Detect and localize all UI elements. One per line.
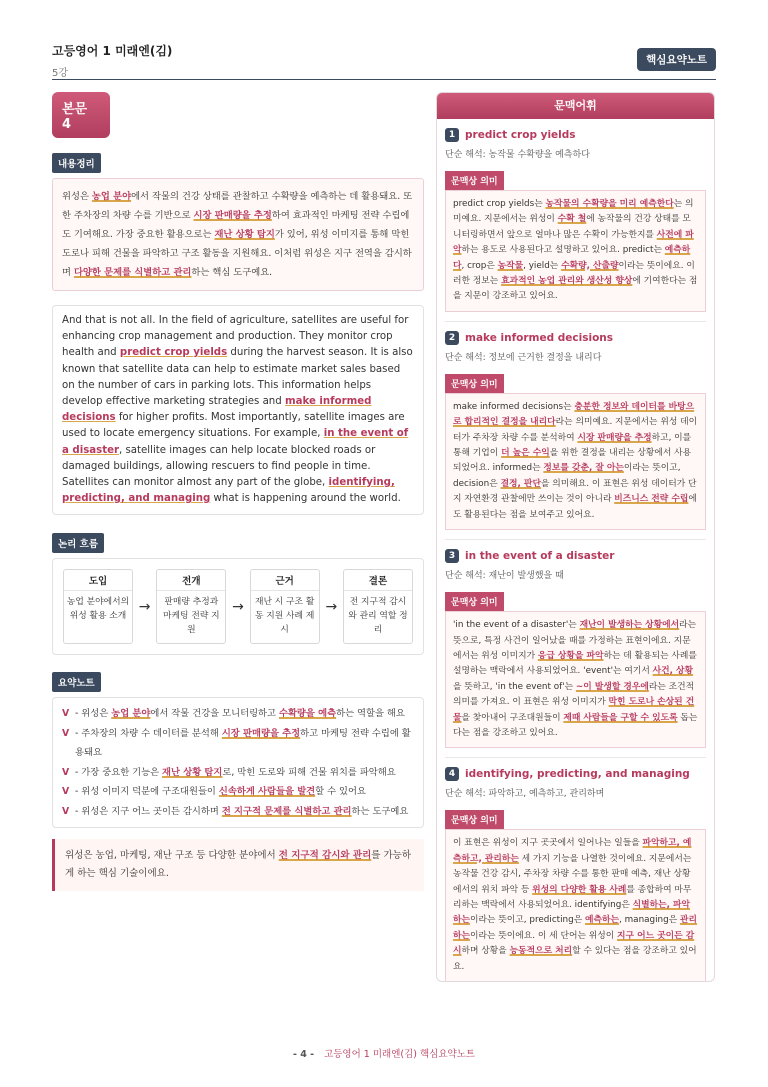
check-mark-icon: V xyxy=(62,708,70,720)
meaning-text: make informed decisions는 충분한 정보와 데이터를 바탕으로 합리적인 결정을 내리다라는 의미예요. 지문에서는 위성 데이터가 주차장 차량 수를 분석하여 시장 판매량을 추정하고, 이를 통해 기업이 더 높은 수익을 위한 결정을 내리는 상황에서 사용되었어요. informed는 정보를 갖춘, 잘 아는이라는 뜻이고, decision은 결정, 판단을 의미해요. 이 표현은 위성 데이터가 단지 자연환경 관찰에만 쓰이는 것이 아니라 비즈니스 전략 수립에도 활용된다는 점을 보여주고 있어요. xyxy=(445,393,706,530)
flow-step-evidence: 근거 재난 시 구조 활동 지원 사례 제시 xyxy=(250,569,320,644)
highlight: 전 지구적 감시와 관리 xyxy=(278,850,372,862)
page-footer xyxy=(0,1046,768,1060)
meaning-label: 문맥상 의미 xyxy=(445,810,504,829)
divider xyxy=(445,539,706,540)
check-mark-icon: V xyxy=(62,805,70,817)
meaning-label: 문맥상 의미 xyxy=(445,374,504,393)
flow-section xyxy=(52,532,424,655)
arrow-right-icon: → xyxy=(325,598,338,615)
context-vocab-panel xyxy=(436,92,715,982)
highlight: 재난 상황 탐지 xyxy=(214,229,275,240)
note-item: V - 위성 이미지 덕분에 구조대원들이 신속하게 사람들을 발견할 수 있어요 xyxy=(62,782,414,802)
vocab-phrase: in the event of a disaster xyxy=(465,550,615,563)
meaning-text: 'in the event of a disaster'는 재난이 발생하는 상황에서라는 뜻으로, 특정 사건이 일어났을 때를 가정하는 표현이에요. 지문에서는 위성 이미지가 응급 상황을 파악하는 데 활용되는 사례를 설명하는 맥락에서 사용되었어요. 'event'는 여기서 사건, 상황을 뜻하고, 'in the event of'는 ~이 발생할 경우에라는 조건적 의미를 가져요. 이 표현은 위성 이미지가 막힌 도로나 손상된 건물을 찾아내어 구조대원들이 제때 사람들을 구할 수 있도록 돕는다는 점을 강조하고 있어요. xyxy=(445,611,706,748)
key-takeaway: 위성은 농업, 마케팅, 재난 구조 등 다양한 분야에서 전 지구적 감시와 관리를 가능하게 하는 핵심 기술이에요. xyxy=(52,839,424,891)
vocab-item xyxy=(437,549,714,748)
header-badge: 핵심요약노트 xyxy=(637,48,716,71)
header-divider xyxy=(52,79,716,80)
doc-title: 고등영어 1 미래엔(김) xyxy=(52,44,173,58)
plain-meaning: 단순 해석: 정보에 근거한 결정을 내리다 xyxy=(445,352,602,363)
flow-step-development: 전개 판매량 추정과 마케팅 전략 지원 xyxy=(156,569,226,644)
flow-label: 논리 흐름 xyxy=(52,533,104,553)
section-badge: 본문 4 xyxy=(52,92,110,138)
left-column xyxy=(52,92,424,891)
vocab-phrase: make informed decisions xyxy=(465,331,614,344)
item-number: 4 xyxy=(445,767,459,781)
key-phrase: identifying, predicting, and managing xyxy=(62,477,395,505)
meaning-text: predict crop yields는 농작물의 수확량을 미리 예측한다는 의미예요. 지문에서는 위성이 수확 철에 농작물의 건강 상태를 모니터링하면서 앞으로 얼마나 많은 수확이 가능한지를 사전에 파악하는 용도로 사용된다고 설명하고 있어요. predict는 예측하다, crop은 농작물, yield는 수확량, 산출량이라는 뜻이에요. 이러한 정보는 효과적인 농업 관리와 생산성 향상에 기여한다는 점을 지문이 강조하고 있어요. xyxy=(445,190,706,312)
flow-step-intro: 도입 농업 분야에서의 위성 활용 소개 xyxy=(63,569,133,644)
key-phrase: in the event of a disaster xyxy=(62,428,409,456)
english-passage: And that is not all. In the field of agriculture, satellites are useful for enhancing crop management and production. They monitor crop health and predict crop yields during the harvest season. It is also known that satellite data can help to estimate market sales based on the number of cars in parking lots. This information helps develop effective marketing strategies and make informed decisions for higher profits. Most importantly, satellite images are used to locate emergency situations. For example, in the event of a disaster, satellite images can help locate blocked roads or damaged buildings, allowing rescuers to find people in time. Satellites can monitor almost any part of the globe, identifying, predicting, and managing what is happening around the world. xyxy=(52,305,424,515)
note-item: V - 주차장의 차량 수 데이터를 분석해 시장 판매량을 추정하고 마케팅 전략 수립에 활용돼요 xyxy=(62,724,414,763)
note-item: V - 위성은 지구 어느 곳이든 감시하며 전 지구적 문제를 식별하고 관리하는 도구예요 xyxy=(62,802,414,822)
summary-section xyxy=(52,152,424,291)
context-vocab-header: 문맥어휘 xyxy=(437,93,714,119)
meaning-label: 문맥상 의미 xyxy=(445,592,504,611)
summary-text: 위성은 농업 분야에서 작물의 건강 상태를 관찰하고 수확량을 예측하는 데 활용돼요. 또한 주차장의 차량 수를 기반으로 시장 판매량을 추정하여 효과적인 마케팅 전략 수립에도 기여해요. 가장 중요한 활용으로는 재난 상황 탐지가 있어, 위성 이미지를 통해 막힌 도로나 피해 건물을 파악하고 구조 활동을 지원해요. 이처럼 위성은 지구 전역을 감시하며 다양한 문제를 식별하고 관리하는 핵심 도구예요. xyxy=(52,178,424,291)
notes-label: 요약노트 xyxy=(52,672,101,692)
check-mark-icon: V xyxy=(62,786,70,798)
plain-meaning: 단순 해석: 재난이 발생했을 때 xyxy=(445,571,564,582)
divider xyxy=(445,757,706,758)
doc-subtitle: 5강 xyxy=(52,68,69,79)
page-number: - 4 - xyxy=(292,1049,315,1060)
key-phrase: make informed decisions xyxy=(62,396,372,424)
meaning-label: 문맥상 의미 xyxy=(445,171,504,190)
flow-diagram xyxy=(52,558,424,655)
flow-step-conclusion: 결론 전 지구적 감시와 관리 역할 정리 xyxy=(343,569,413,644)
arrow-right-icon: → xyxy=(138,598,151,615)
item-number: 3 xyxy=(445,549,459,563)
notes-section xyxy=(52,671,424,828)
note-item: V - 위성은 농업 분야에서 작물 건강을 모니터링하고 수확량을 예측하는 역할을 해요 xyxy=(62,704,414,724)
notes-list xyxy=(52,697,424,828)
check-mark-icon: V xyxy=(62,766,70,778)
highlight: 시장 판매량을 추정 xyxy=(193,210,272,221)
highlight: 다양한 문제를 식별하고 관리 xyxy=(73,267,192,278)
key-phrase: predict crop yields xyxy=(119,347,228,359)
plain-meaning: 단순 해석: 파악하고, 예측하고, 관리하며 xyxy=(445,789,605,800)
divider xyxy=(445,321,706,322)
item-number: 1 xyxy=(445,128,459,142)
highlight: 농업 분야 xyxy=(91,191,132,202)
vocab-phrase: predict crop yields xyxy=(465,129,576,141)
check-mark-icon: V xyxy=(62,727,70,739)
note-item: V - 가장 중요한 기능은 재난 상황 탐지로, 막힌 도로와 피해 건물 위치를 파악해요 xyxy=(62,763,414,783)
vocab-item xyxy=(437,767,714,982)
item-number: 2 xyxy=(445,331,459,345)
footer-text: 고등영어 1 미래엔(김) 핵심요약노트 xyxy=(324,1049,476,1060)
vocab-item xyxy=(437,331,714,530)
meaning-text: 이 표현은 위성이 지구 곳곳에서 일어나는 일들을 파악하고, 예측하고, 관리하는 세 가지 기능을 나열한 것이에요. 지문에서는 농작물 건강 감시, 주차장 차량 수를 통한 판매 예측, 재난 상황에서의 위치 파악 등 위성의 다양한 활용 사례를 종합하여 마무리하는 맥락에서 사용되었어요. identifying은 식별하는, 파악하는이라는 뜻이고, predicting은 예측하는, managing은 관리하는이라는 뜻이에요. 이 세 단어는 위성이 지구 어느 곳이든 감시하며 상황을 능동적으로 처리할 수 있다는 점을 강조하고 있어요. xyxy=(445,829,706,982)
vocab-item xyxy=(437,128,714,312)
vocab-phrase: identifying, predicting, and managing xyxy=(465,768,690,781)
plain-meaning: 단순 해석: 농작물 수확량을 예측하다 xyxy=(445,150,590,160)
summary-label: 내용정리 xyxy=(52,153,101,173)
arrow-right-icon: → xyxy=(232,598,244,615)
